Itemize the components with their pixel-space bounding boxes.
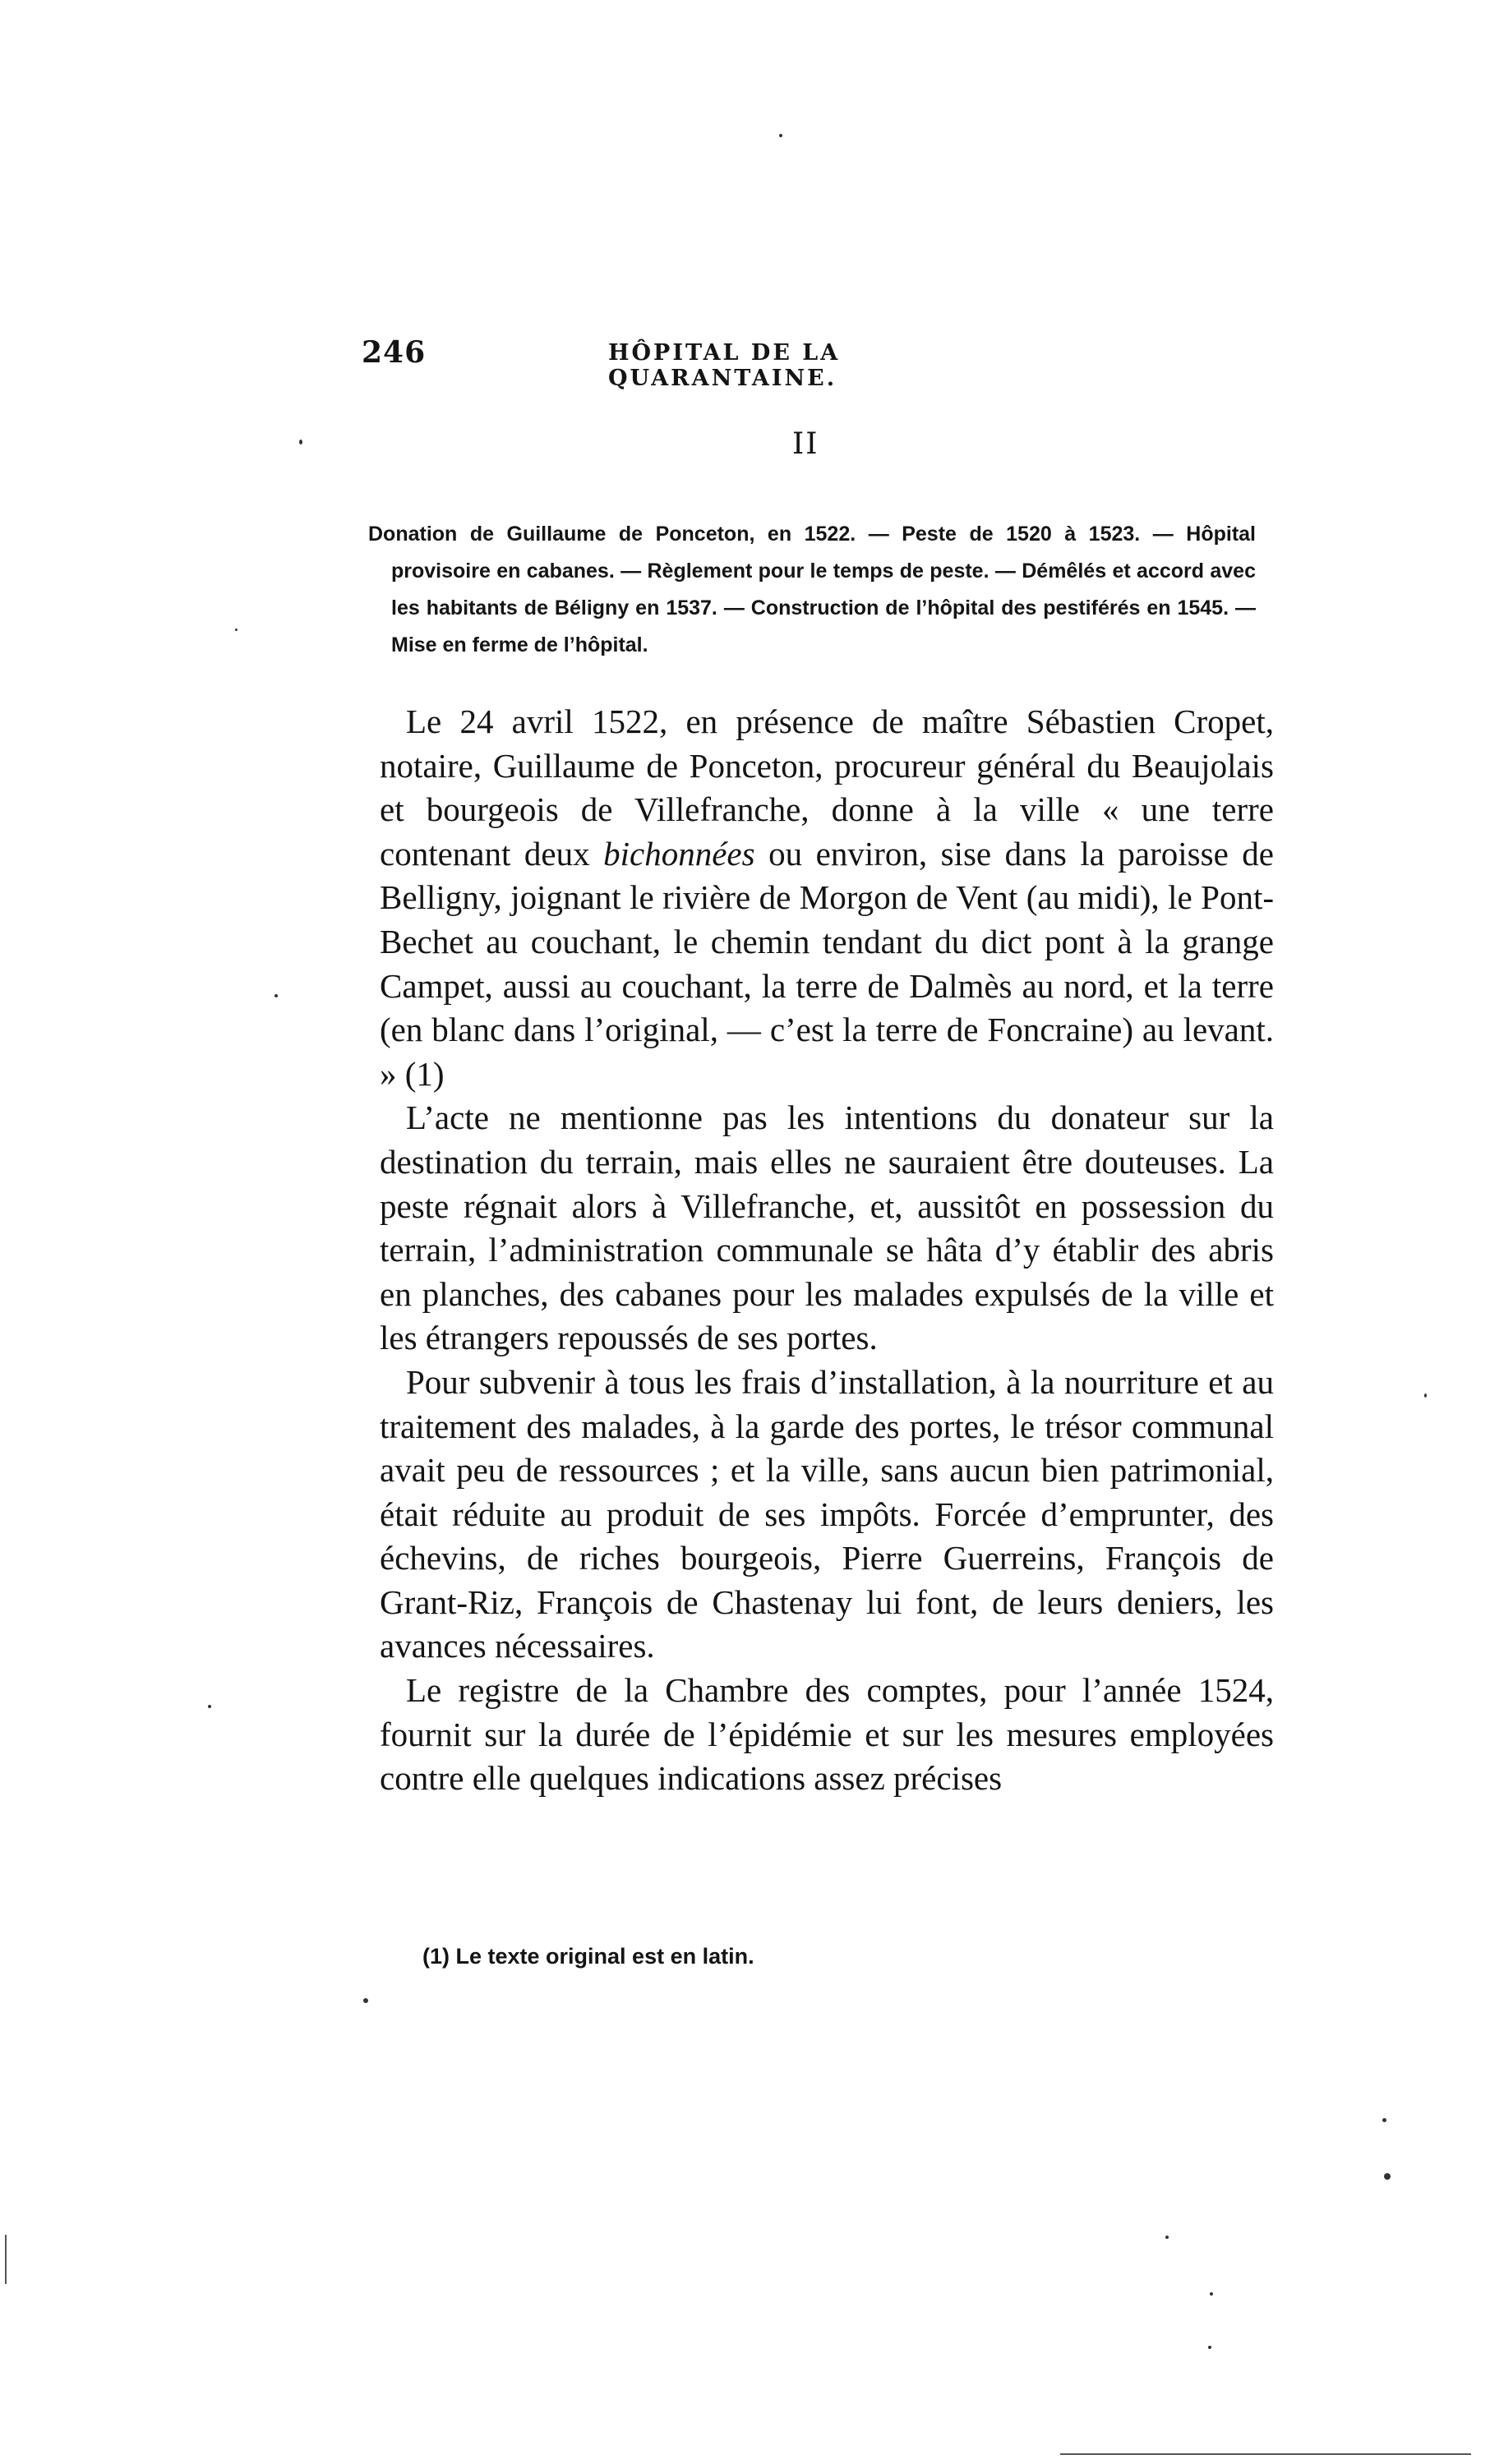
chapter-summary: Donation de Guillaume de Ponceton, en 1522. — Peste de 1520 à 1523. — Hôpital provisoire en cabanes. — Règlement pour le temps de peste. — Démêlés et accord avec les habitants de Béligny en 1537. — Construction de l’hôpital des pestiférés en 1545. — Mise en ferme de l’hôpital. bbox=[368, 523, 1256, 656]
paragraph-2: L’acte ne mentionne pas les intentions du donateur sur la destination du terrain, mais elles ne sauraient être douteuses. La peste régnait alors à Villefranche, et, aussitôt en possession du terrain, l’administration communale se hâta d’y établir des abris en planches, des cabanes pour les malades expulsés de la ville et les étrangers repoussés de ses portes. bbox=[380, 1098, 1274, 1357]
scan-edge-mark bbox=[1060, 2453, 1471, 2455]
page-number: 246 bbox=[362, 335, 427, 370]
section-number: II bbox=[792, 427, 819, 461]
scan-speck bbox=[363, 1998, 368, 2003]
scan-speck bbox=[779, 134, 782, 137]
paragraph-1-before: Le 24 avril 1522, en présence de maître Sébastien Cropet, notaire, Guillaume de Ponceton, procureur général du Beaujolais et bourgeois de Villefranche, donne à la ville « une terre contenant deux bbox=[380, 702, 1274, 873]
paragraph-1 bbox=[380, 700, 1274, 1096]
paragraph-4: Le registre de la Chambre des comptes, pour l’année 1524, fournit sur la durée de l’épidémie et sur les mesures employées contre elle quelques indications assez précises bbox=[380, 1671, 1274, 1798]
scan-speck bbox=[1165, 2236, 1169, 2239]
scan-speck bbox=[1382, 2118, 1386, 2122]
scan-edge-mark bbox=[5, 2235, 7, 2284]
footnote: (1) Le texte original est en latin. bbox=[422, 1944, 754, 1969]
scan-speck bbox=[1208, 2346, 1211, 2349]
scan-speck bbox=[1384, 2173, 1391, 2180]
scan-speck bbox=[1210, 2292, 1213, 2296]
scan-speck bbox=[235, 629, 238, 631]
running-title: HÔPITAL DE LA QUARANTAINE. bbox=[608, 340, 841, 391]
body-text bbox=[380, 700, 1274, 1801]
scan-speck bbox=[1424, 1393, 1427, 1398]
paragraph-1-after: ou environ, sise dans la paroisse de Belligny, joignant le rivière de Morgon de Vent (au midi), le Pont-Bechet au couchant, le chemin tendant du dict pont à la grange Campet, aussi au couchant, la terre de Dalmès au nord, et la terre (en blanc dans l’original, — c’est la terre de Foncraine) au levant. » (1) bbox=[380, 834, 1274, 1093]
paragraph-3: Pour subvenir à tous les frais d’installation, à la nourriture et au traitement des malades, à la garde des portes, le trésor communal avait peu de ressources ; et la ville, sans aucun bien patrimonial, était réduite au produit de ses impôts. Forcée d’emprunter, des échevins, de riches bourgeois, Pierre Guerreins, François de Grant-Riz, François de Chastenay lui font, de leurs deniers, les avances nécessaires. bbox=[380, 1362, 1274, 1665]
running-head bbox=[362, 335, 1019, 391]
scan-speck bbox=[274, 994, 278, 997]
scan-speck bbox=[299, 440, 302, 444]
italic-term: bichonnées bbox=[603, 834, 755, 873]
scan-speck bbox=[208, 1705, 211, 1708]
